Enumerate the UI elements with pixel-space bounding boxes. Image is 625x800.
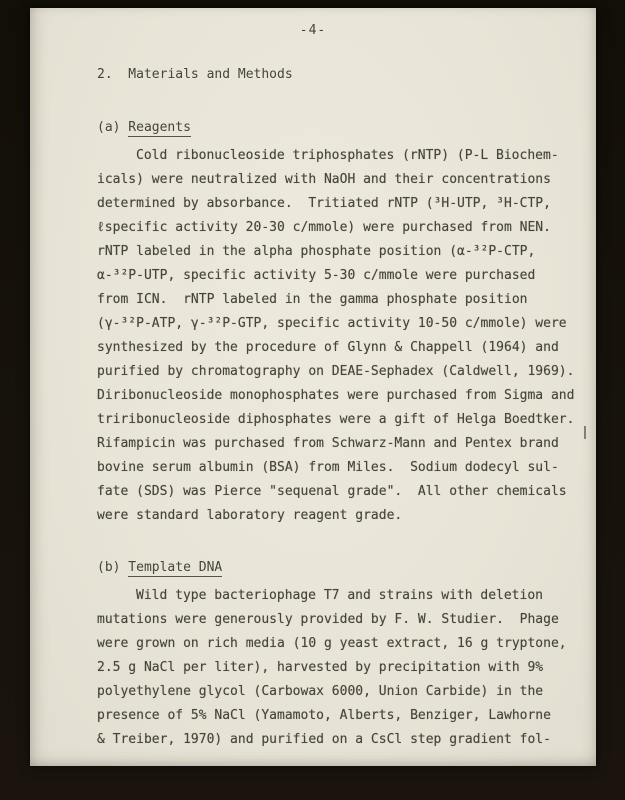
paragraph-reagents [97, 144, 576, 528]
scan-artifact [584, 426, 586, 439]
text-line: Cold ribonucleoside triphosphates (rNTP) (P-L Biochem- [136, 148, 559, 163]
subsection-heading-b [97, 558, 566, 578]
text-line: determined by absorbance. Tritiated rNTP (³H-UTP, ³H-CTP, [97, 196, 551, 211]
subsection-title-a: Reagents [128, 120, 191, 135]
page-number: -4- [299, 23, 327, 38]
section-heading: 2. Materials and Methods [97, 67, 293, 82]
text-line: & Treiber, 1970) and purified on a CsCl step gradient fol- [97, 732, 551, 747]
text-line: α-³²P-UTP, specific activity 5-30 c/mmole were purchased [97, 268, 536, 283]
text-line: Rifampicin was purchased from Schwarz-Mann and Pentex brand [97, 436, 559, 451]
text-line: were grown on rich media (10 g yeast extract, 16 g tryptone, [97, 636, 567, 651]
text-line: rNTP labeled in the alpha phosphate position (α-³²P-CTP, [97, 244, 536, 259]
text-line: 2.5 g NaCl per liter), harvested by precipitation with 9% [97, 660, 544, 675]
text-line: mutations were generously provided by F. W. Studier. Phage [97, 612, 559, 627]
text-line: ℓspecific activity 20-30 c/mmole) were purchased from NEN. [97, 220, 551, 235]
subsection-heading-a [97, 118, 566, 138]
subsection-label-a: (a) [97, 120, 121, 135]
text-line: were standard laboratory reagent grade. [97, 508, 403, 523]
text-line: purified by chromatography on DEAE-Sephadex (Caldwell, 1969). [97, 364, 575, 379]
text-line: bovine serum albumin (BSA) from Miles. Sodium dodecyl sul- [97, 460, 559, 475]
document-page [30, 8, 596, 766]
subsection-label-b: (b) [97, 560, 121, 575]
text-line: triribonucleoside diphosphates were a gift of Helga Boedtker. [97, 412, 575, 427]
text-line: presence of 5% NaCl (Yamamoto, Alberts, Benziger, Lawhorne [97, 708, 551, 723]
text-line: Diribonucleoside monophosphates were purchased from Sigma and [97, 388, 575, 403]
subsection-title-b: Template DNA [128, 560, 223, 575]
text-line: Wild type bacteriophage T7 and strains with deletion [136, 588, 543, 603]
text-line: (γ-³²P-ATP, γ-³²P-GTP, specific activity 10-50 c/mmole) were [97, 316, 567, 331]
text-line: fate (SDS) was Pierce "sequenal grade". All other chemicals [97, 484, 567, 499]
text-line: from ICN. rNTP labeled in the gamma phosphate position [97, 292, 528, 307]
text-line: synthesized by the procedure of Glynn & Chappell (1964) and [97, 340, 559, 355]
paragraph-template-dna [97, 584, 576, 752]
text-line: polyethylene glycol (Carbowax 6000, Union Carbide) in the [97, 684, 544, 699]
text-line: icals) were neutralized with NaOH and their concentrations [97, 172, 551, 187]
